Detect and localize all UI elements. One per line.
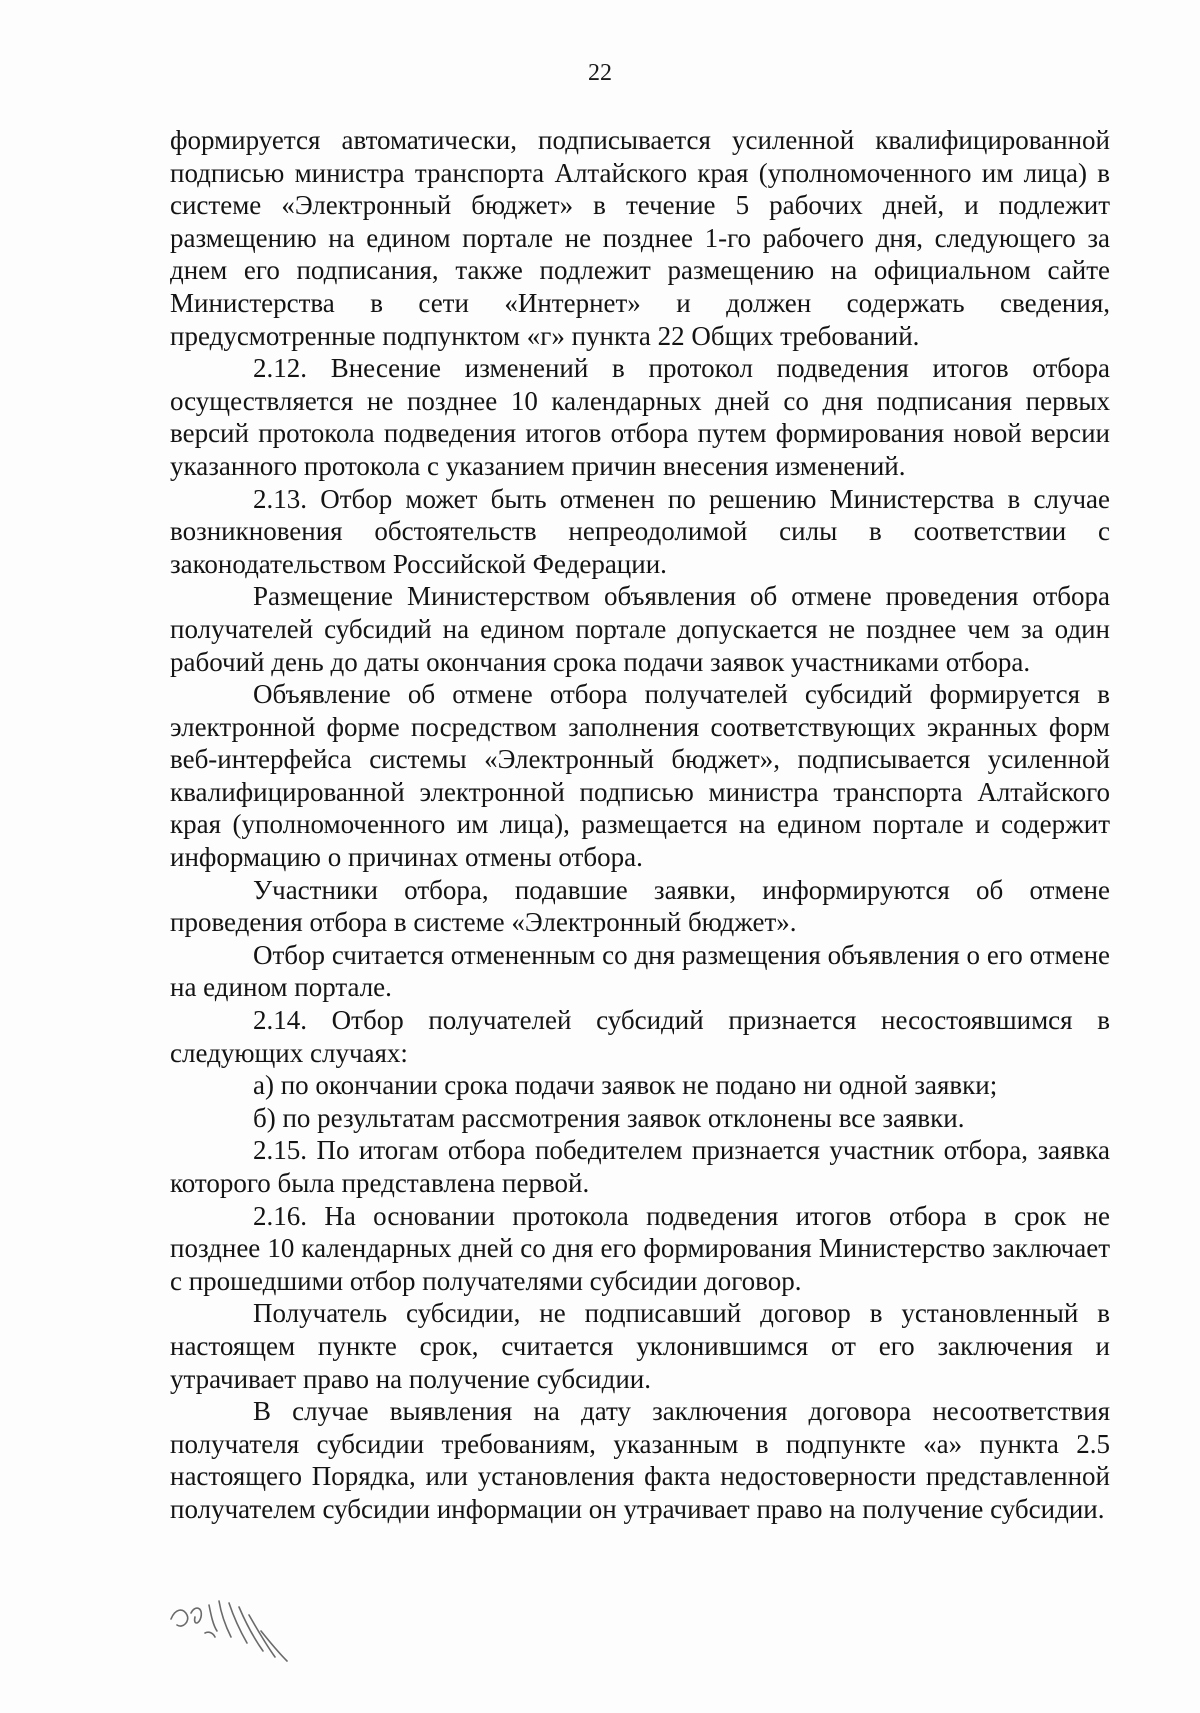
paragraph: формируется автоматически, подписывается усиленной квалифицированной подписью министра транспорта Алтайского края (уполномоченного им лица) в системе «Электронный бюджет» в течение 5 рабочих дней, и подлежит размещению на едином портале не позднее 1-го рабочего дня, следующего за днем его подписания, также подлежит размещению на официальном сайте Министерства в сети «Интернет» и должен содержать сведения, предусмотренные подпунктом «г» пункта 22 Общих требований. [170, 125, 1110, 351]
paragraph-2-15: 2.15. По итогам отбора победителем признается участник отбора, заявка которого была представлена первой. [170, 1135, 1110, 1198]
paragraph: Получатель субсидии, не подписавший договор в установленный в настоящем пункте срок, считается уклонившимся от его заключения и утрачивает право на получение субсидии. [170, 1298, 1110, 1394]
paragraph-2-13: 2.13. Отбор может быть отменен по решению Министерства в случае возникновения обстоятельств непреодолимой силы в соответствии с законодательством Российской Федерации. [170, 483, 1110, 579]
paragraph: В случае выявления на дату заключения договора несоответствия получателя субсидии требованиям, указанным в подпункте «а» пункта 2.5 настоящего Порядка, или установления факта недостоверности представленной получателем субсидии информации он утрачивает право на получение субсидии. [170, 1396, 1110, 1524]
document-body [170, 124, 1110, 1526]
paragraph-2-12: 2.12. Внесение изменений в протокол подведения итогов отбора осуществляется не позднее 10 календарных дней со дня подписания первых версий протокола подведения итогов отбора путем формирования новой версии указанного протокола с указанием причин внесения изменений. [170, 353, 1110, 481]
paragraph: Отбор считается отмененным со дня размещения объявления о его отмене на едином портале. [170, 939, 1110, 1003]
paragraph-2-16: 2.16. На основании протокола подведения итогов отбора в срок не позднее 10 календарных дней со дня его формирования Министерство заключает с прошедшими отбор получателями субсидии договор. [170, 1200, 1110, 1296]
list-item-a: а) по окончании срока подачи заявок не подано ни одной заявки; [253, 1070, 998, 1101]
paragraph-2-14: 2.14. Отбор получателей субсидий признается несостоявшимся в следующих случаях: [170, 1005, 1110, 1068]
page-number: 22 [588, 60, 612, 86]
paragraph: Объявление об отмене отбора получателей субсидий формируется в электронной форме посредством заполнения соответствующих экранных форм веб-интерфейса системы «Электронный бюджет», подписывается усиленной квалифицированной электронной подписью министра транспорта Алтайского края (уполномоченного им лица), размещается на едином портале и содержит информацию о причинах отмены отбора. [170, 679, 1110, 873]
paragraph: Участники отбора, подавшие заявки, информируются об отмене проведения отбора в системе «Электронный бюджет». [170, 874, 1110, 938]
list-item-b: б) по результатам рассмотрения заявок отклонены все заявки. [253, 1102, 965, 1133]
paragraph: Размещение Министерством объявления об отмене проведения отбора получателей субсидий на едином портале допускается не позднее чем за один рабочий день до даты окончания срока подачи заявок участниками отбора. [170, 581, 1110, 677]
handwritten-signature-icon [165, 1585, 305, 1675]
